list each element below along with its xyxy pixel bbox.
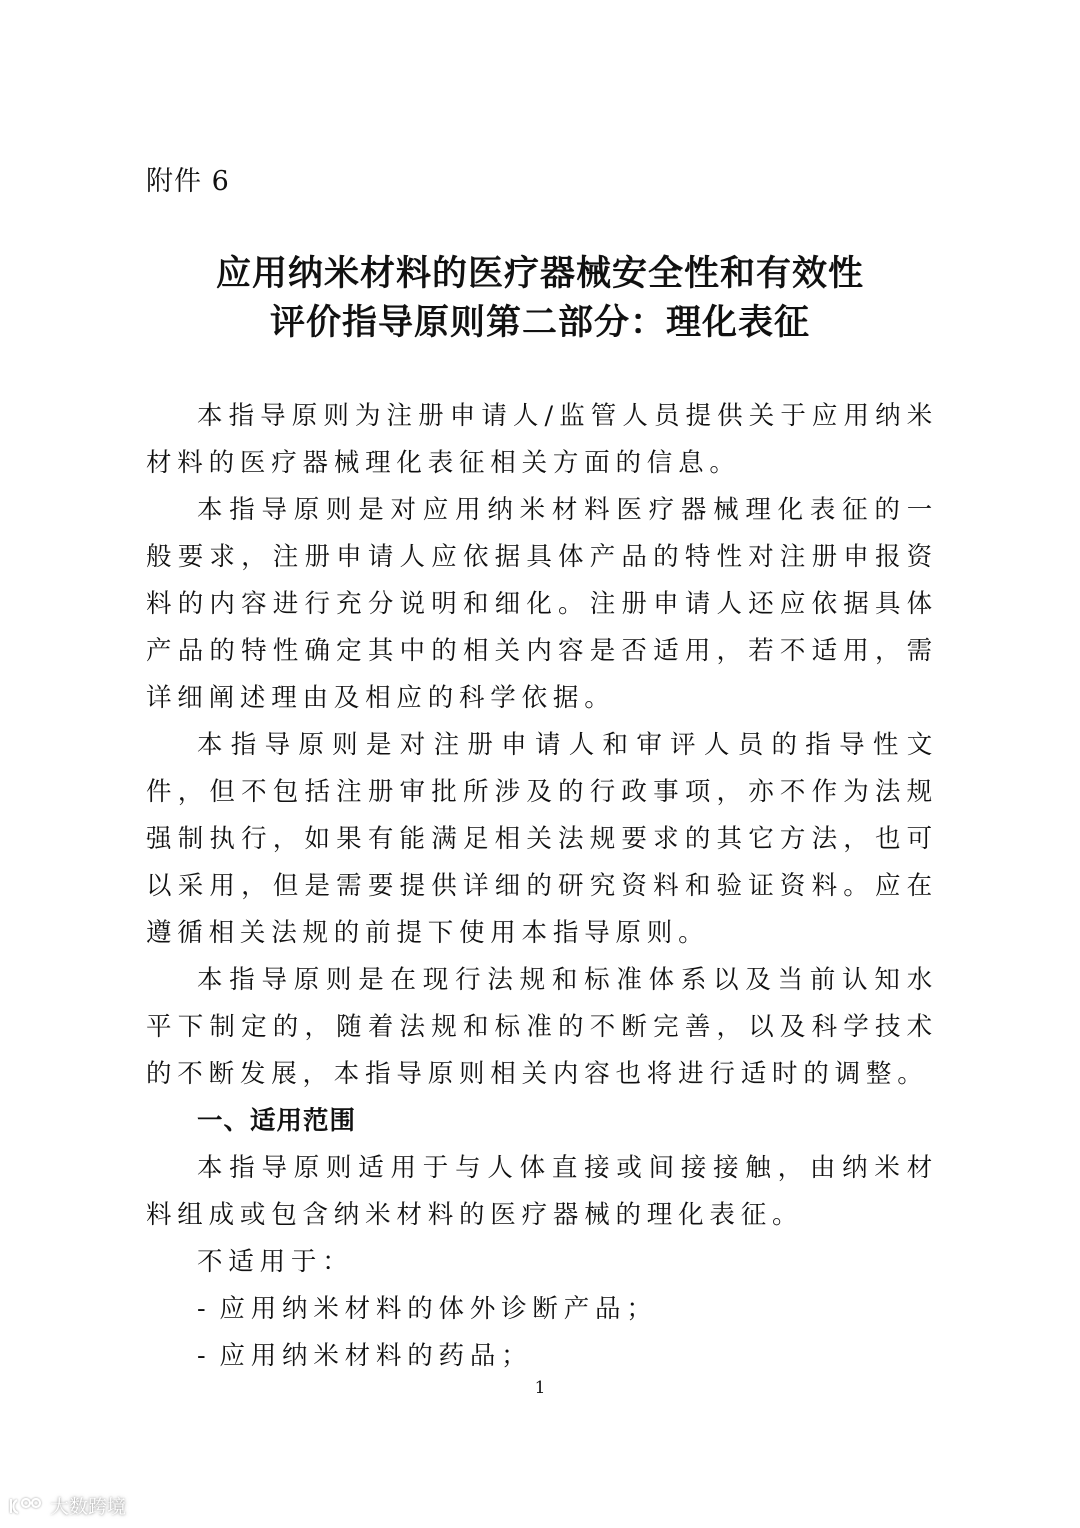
paragraph-revision-note: 本指导原则是在现行法规和标准体系以及当前认知水平下制定的，随着法规和标准的不断完善，以及科学技术的不断发展，本指导原则相关内容也将进行适时的调整。: [146, 965, 938, 1089]
paragraph-general-requirements: 本指导原则是对应用纳米材料医疗器械理化表征的一般要求，注册申请人应依据具体产品的特性对注册申报资料的内容进行充分说明和细化。注册申请人还应依据具体产品的特性确定其中的相关内容是否适用，若不适用，需详细阐述理由及相应的科学依据。: [146, 495, 938, 713]
list-item: [146, 1333, 938, 1380]
paragraph-guidance-nature: 本指导原则是对注册申请人和审评人员的指导性文件，但不包括注册审批所涉及的行政事项，亦不作为法规强制执行，如果有能满足相关法规要求的其它方法，也可以采用，但是需要提供详细的研究资料和验证资料。应在遵循相关法规的前提下使用本指导原则。: [146, 730, 938, 948]
page-number: 1: [534, 1378, 546, 1398]
list-item: [146, 1286, 938, 1333]
watermark-text: 大数跨境: [50, 1496, 127, 1518]
not-applicable-label: 不适用于：: [197, 1247, 354, 1277]
paragraph-scope: 本指导原则适用于与人体直接或间接接触，由纳米材料组成或包含纳米材料的医疗器械的理化表征。: [146, 1153, 938, 1230]
watermark: [8, 1492, 126, 1519]
dash-bullet: -: [197, 1341, 212, 1371]
list-item-text: 应用纳米材料的药品；: [219, 1341, 533, 1371]
document-title-line-2: 评价指导原则第二部分：理化表征: [269, 303, 810, 343]
watermark-logo-icon: [8, 1495, 44, 1517]
document-body: [146, 393, 938, 1380]
document-title-line-1: 应用纳米材料的医疗器械安全性和有效性: [215, 254, 864, 294]
list-item-text: 应用纳米材料的体外诊断产品；: [219, 1294, 658, 1324]
dash-bullet: -: [197, 1294, 212, 1324]
paragraph-intro: 本指导原则为注册申请人/监管人员提供关于应用纳米材料的医疗器械理化表征相关方面的信息。: [146, 401, 938, 478]
attachment-label: 附件 6: [146, 166, 230, 197]
section-heading-scope: 一、适用范围: [197, 1106, 357, 1136]
